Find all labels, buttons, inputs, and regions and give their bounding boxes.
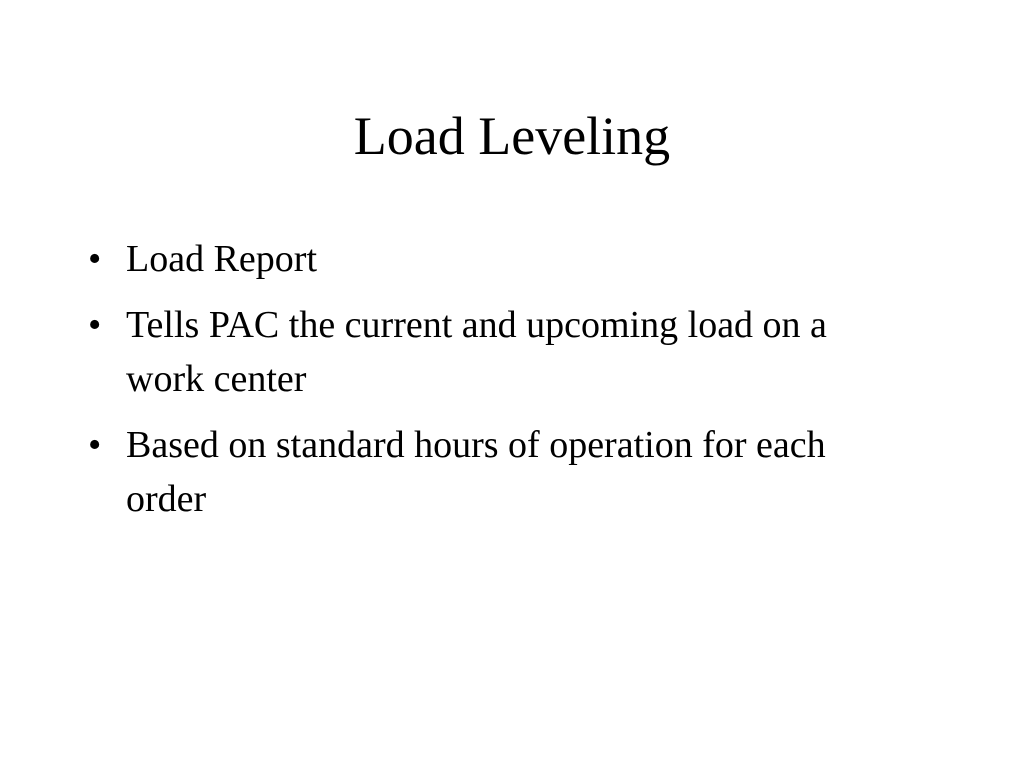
bullet-icon: • — [88, 304, 102, 346]
bullet-text: Load Report — [126, 238, 318, 280]
bullet-item-based-on-standard-hours — [88, 418, 908, 526]
bullet-icon: • — [88, 424, 102, 466]
bullet-text: Based on standard hours of operation for each order — [126, 424, 826, 520]
slide-title: Load Leveling — [353, 106, 671, 166]
bullet-item-tells-pac — [88, 298, 908, 406]
bullet-icon: • — [88, 238, 102, 280]
bullet-list — [88, 232, 908, 538]
bullet-text: Tells PAC the current and upcoming load on a work center — [126, 304, 827, 400]
bullet-item-load-report — [88, 232, 908, 286]
